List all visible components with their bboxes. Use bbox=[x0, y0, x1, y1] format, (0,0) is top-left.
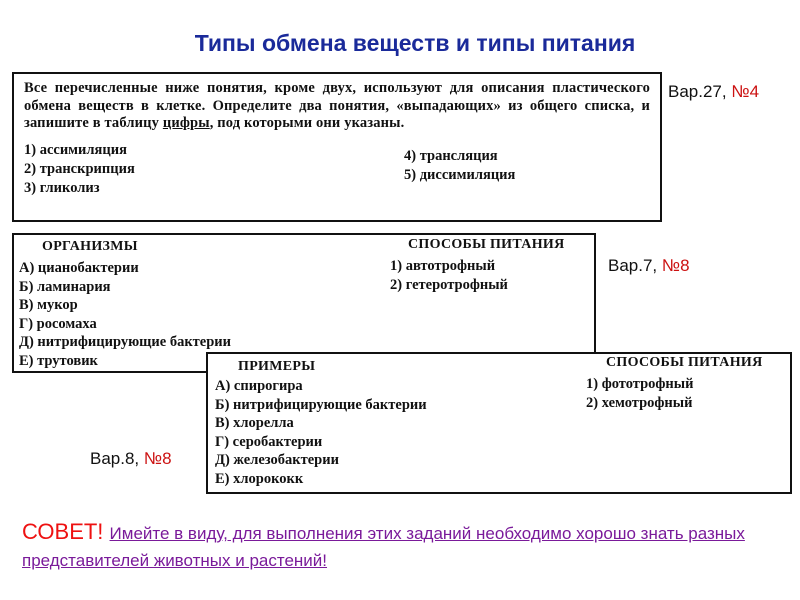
task-3-header-left: ПРИМЕРЫ bbox=[238, 359, 316, 374]
task-1-reference bbox=[668, 82, 759, 102]
task-1-option: 3) гликолиз bbox=[24, 179, 100, 196]
task-1-ref-number: №4 bbox=[731, 82, 760, 101]
task-1-text-underlined: цифры bbox=[162, 115, 210, 131]
task-2-item: А) цианобактерии bbox=[19, 260, 139, 276]
task-3-header-right: СПОСОБЫ ПИТАНИЯ bbox=[606, 355, 763, 370]
task-2-ref-number: №8 bbox=[661, 256, 690, 275]
task-1-option: 5) диссимиляция bbox=[404, 166, 516, 183]
task-3-item: Г) серобактерии bbox=[215, 433, 323, 450]
task-1-option: 2) транскрипция bbox=[24, 160, 135, 177]
task-2-item: Е) трутовик bbox=[19, 353, 98, 369]
task-3-item: В) хлорелла bbox=[215, 415, 294, 432]
task-1-ref-prefix: Вар.27, bbox=[668, 82, 732, 101]
task-2-header-right: СПОСОБЫ ПИТАНИЯ bbox=[408, 237, 565, 252]
task-box-3 bbox=[206, 352, 792, 494]
task-3-reference bbox=[90, 449, 172, 469]
task-3-item: Е) хлорококк bbox=[215, 471, 304, 487]
task-3-item: А) спирогира bbox=[215, 378, 303, 394]
advice-note bbox=[22, 518, 782, 574]
page-title: Типы обмена веществ и типы питания bbox=[194, 30, 636, 56]
task-2-item: В) мукор bbox=[19, 297, 78, 314]
task-box-1 bbox=[12, 72, 662, 222]
task-1-text-before: Все перечисленные ниже понятия, кроме двух, используют для описания пластического обмена веществ в клетке. Определите два понятия, «выпадающих» из общего списка, и запишите в таблицу bbox=[24, 80, 650, 131]
task-1-text-after: , под которыми они указаны. bbox=[209, 115, 405, 131]
task-3-ref-number: №8 bbox=[143, 449, 172, 468]
task-2-reference bbox=[608, 256, 690, 276]
advice-text: Имейте в виду, для выполнения этих заданий необходимо хорошо знать разных представителей животных и растений! bbox=[22, 524, 745, 570]
advice-label: СОВЕТ! bbox=[22, 519, 110, 544]
task-2-item: Б) ламинария bbox=[19, 278, 111, 295]
task-3-item: Б) нитрифицирующие бактерии bbox=[215, 396, 427, 413]
task-3-item: Д) железобактерии bbox=[215, 452, 339, 469]
task-1-option: 4) трансляция bbox=[404, 147, 498, 164]
task-2-method: 1) автотрофный bbox=[390, 258, 496, 274]
task-1-question bbox=[24, 80, 650, 133]
task-2-method: 2) гетеротрофный bbox=[390, 276, 508, 293]
task-2-item: Д) нитрифицирующие бактерии bbox=[19, 334, 231, 351]
task-2-header-left: ОРГАНИЗМЫ bbox=[42, 239, 138, 254]
task-1-option: 1) ассимиляция bbox=[24, 141, 127, 158]
task-3-method: 2) хемотрофный bbox=[586, 395, 693, 411]
task-2-ref-prefix: Вар.7, bbox=[608, 256, 662, 275]
task-3-ref-prefix: Вар.8, bbox=[90, 449, 144, 468]
task-3-method: 1) фототрофный bbox=[586, 376, 694, 392]
task-2-item: Г) росомаха bbox=[19, 315, 97, 332]
